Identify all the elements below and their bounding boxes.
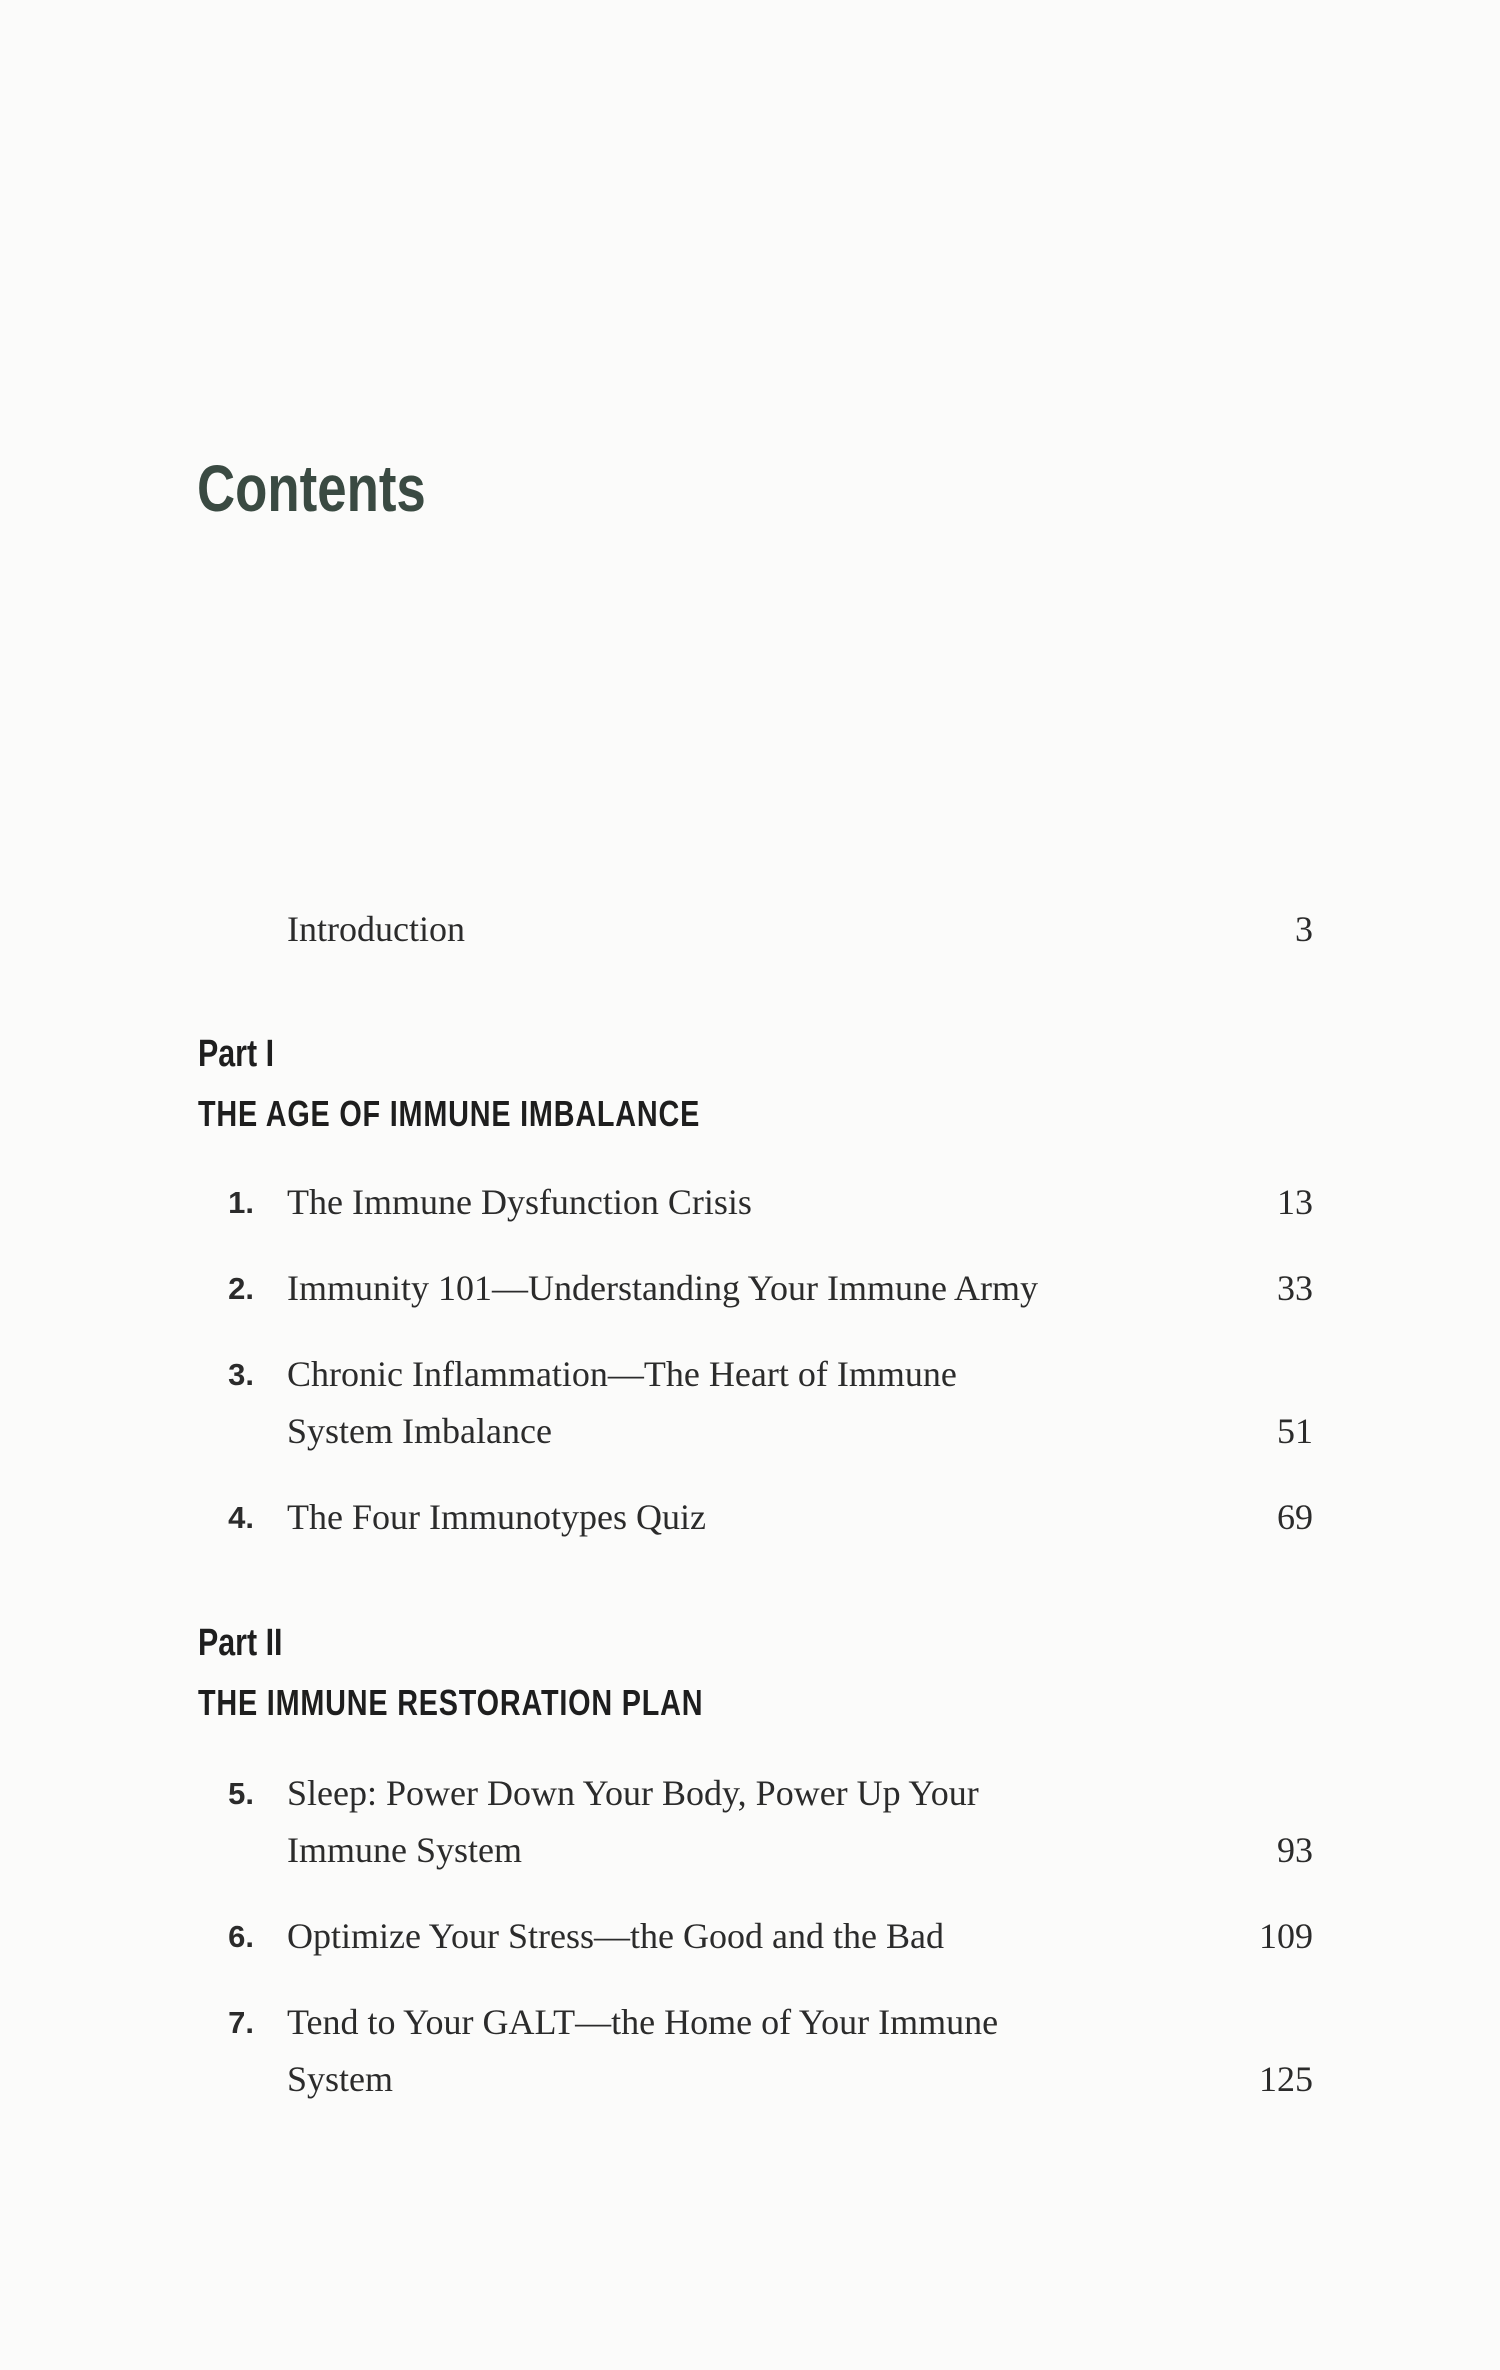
chapter-page: 13: [1277, 1182, 1313, 1222]
chapter-page: 33: [1277, 1268, 1313, 1308]
part-title: THE IMMUNE RESTORATION PLAN: [198, 1682, 704, 1723]
part-label: Part II: [198, 1622, 283, 1664]
part-title: THE AGE OF IMMUNE IMBALANCE: [198, 1093, 701, 1134]
chapter-title-line-2: System: [287, 2059, 394, 2099]
chapter-number: 4.: [228, 1500, 254, 1535]
chapter-title-line-1: Chronic Inflammation—The Heart of Immune: [287, 1354, 957, 1394]
part-label: Part I: [198, 1033, 275, 1075]
chapter-title: Optimize Your Stress—the Good and the Bad: [287, 1916, 944, 1956]
chapter-title: Immunity 101—Understanding Your Immune Army: [287, 1268, 1038, 1308]
chapter-number: 3.: [228, 1357, 254, 1392]
chapter-title: The Immune Dysfunction Crisis: [287, 1182, 752, 1222]
entry-page: 3: [1295, 909, 1313, 949]
chapter-page: 69: [1277, 1497, 1313, 1537]
chapter-number: 1.: [228, 1185, 254, 1220]
chapter-title-line-2: System Imbalance: [287, 1411, 552, 1451]
chapter-page: 93: [1277, 1830, 1313, 1870]
chapter-page: 109: [1259, 1916, 1313, 1956]
chapter-number: 2.: [228, 1271, 254, 1306]
chapter-number: 6.: [228, 1919, 254, 1954]
chapter-number: 7.: [228, 2005, 254, 2040]
chapter-page: 125: [1259, 2059, 1313, 2099]
chapter-title: The Four Immunotypes Quiz: [287, 1497, 706, 1537]
chapter-title-line-1: Sleep: Power Down Your Body, Power Up Your: [287, 1773, 979, 1813]
chapter-number: 5.: [228, 1776, 254, 1811]
chapter-title-line-2: Immune System: [287, 1830, 522, 1870]
entry-title: Introduction: [287, 909, 465, 949]
chapter-page: 51: [1277, 1411, 1313, 1451]
chapter-title-line-1: Tend to Your GALT—the Home of Your Immune: [287, 2002, 999, 2042]
page-title: Contents: [197, 451, 426, 525]
